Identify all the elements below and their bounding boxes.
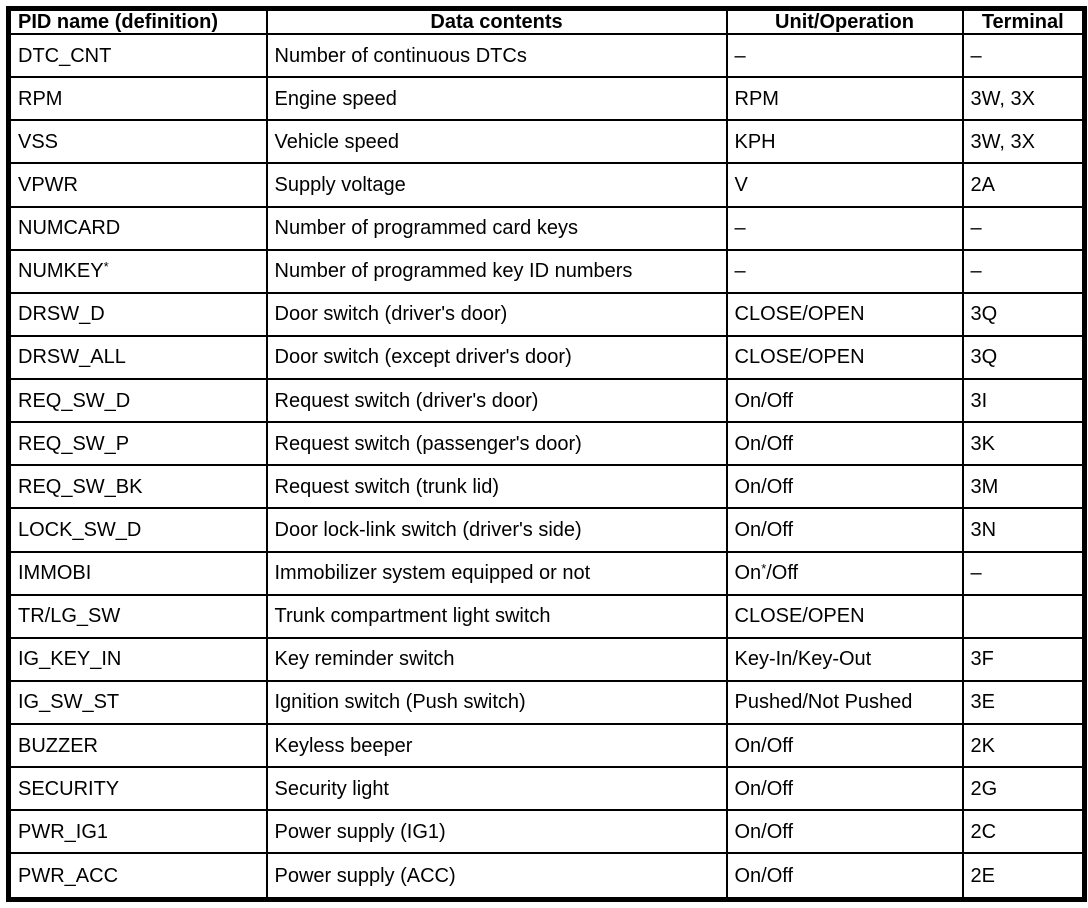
table-row [9,465,1085,508]
cell-data-contents: Engine speed [267,77,727,120]
cell-pid-name: SECURITY [9,767,267,810]
cell-terminal [963,595,1085,638]
cell-data-contents: Security light [267,767,727,810]
cell-terminal: 2C [963,810,1085,853]
cell-pid-name: PWR_IG1 [9,810,267,853]
cell-pid-name: VSS [9,120,267,163]
cell-terminal: 3W, 3X [963,77,1085,120]
cell-unit-operation: KPH [727,120,963,163]
cell-unit-operation: On/Off [727,724,963,767]
cell-pid-name: LOCK_SW_D [9,508,267,551]
cell-unit-operation: RPM [727,77,963,120]
cell-data-contents: Ignition switch (Push switch) [267,681,727,724]
table-row [9,681,1085,724]
cell-pid-name: DRSW_D [9,293,267,336]
cell-data-contents: Power supply (ACC) [267,853,727,899]
table-row [9,207,1085,250]
cell-terminal: 3Q [963,336,1085,379]
cell-terminal: 2K [963,724,1085,767]
table-row [9,293,1085,336]
cell-pid-name: IG_SW_ST [9,681,267,724]
cell-terminal: 3M [963,465,1085,508]
cell-pid-name: DRSW_ALL [9,336,267,379]
cell-terminal: 3N [963,508,1085,551]
cell-pid-name: TR/LG_SW [9,595,267,638]
cell-unit-operation: On/Off [727,465,963,508]
cell-data-contents: Trunk compartment light switch [267,595,727,638]
pid-data-monitor-table [6,6,1087,902]
table-row [9,853,1085,899]
table-row [9,163,1085,206]
cell-unit-operation: CLOSE/OPEN [727,595,963,638]
cell-unit-operation: On/Off [727,379,963,422]
header-data-contents: Data contents [267,9,727,35]
cell-terminal: 3K [963,422,1085,465]
cell-pid-name: IMMOBI [9,552,267,595]
cell-unit-operation: – [727,207,963,250]
cell-data-contents: Vehicle speed [267,120,727,163]
cell-pid-name: VPWR [9,163,267,206]
table-row [9,379,1085,422]
cell-unit-operation: V [727,163,963,206]
table-row [9,595,1085,638]
table-row [9,77,1085,120]
cell-terminal: 3E [963,681,1085,724]
table-row [9,767,1085,810]
cell-unit-operation: CLOSE/OPEN [727,293,963,336]
cell-unit-operation: Pushed/Not Pushed [727,681,963,724]
cell-data-contents: Number of continuous DTCs [267,34,727,77]
cell-unit-operation: – [727,34,963,77]
table-row [9,250,1085,293]
table-row [9,34,1085,77]
cell-pid-name: DTC_CNT [9,34,267,77]
table-row [9,638,1085,681]
cell-data-contents: Keyless beeper [267,724,727,767]
cell-terminal: 3W, 3X [963,120,1085,163]
cell-terminal: – [963,250,1085,293]
cell-data-contents: Request switch (trunk lid) [267,465,727,508]
cell-pid-name: NUMCARD [9,207,267,250]
cell-terminal: – [963,34,1085,77]
cell-unit-operation: On/Off [727,853,963,899]
cell-unit-operation: – [727,250,963,293]
header-terminal: Terminal [963,9,1085,35]
cell-data-contents: Number of programmed key ID numbers [267,250,727,293]
cell-data-contents: Supply voltage [267,163,727,206]
table-header-row [9,9,1085,35]
table-row [9,422,1085,465]
cell-unit-operation: On/Off [727,810,963,853]
cell-data-contents: Request switch (passenger's door) [267,422,727,465]
table-row [9,552,1085,595]
cell-data-contents: Power supply (IG1) [267,810,727,853]
cell-data-contents: Door lock-link switch (driver's side) [267,508,727,551]
table-body [9,34,1085,900]
cell-data-contents: Number of programmed card keys [267,207,727,250]
header-unit-operation: Unit/Operation [727,9,963,35]
cell-pid-name: NUMKEY* [9,250,267,293]
cell-pid-name: REQ_SW_P [9,422,267,465]
asterisk-superscript: * [761,561,767,577]
cell-data-contents: Door switch (driver's door) [267,293,727,336]
table-row [9,810,1085,853]
cell-unit-operation: Key-In/Key-Out [727,638,963,681]
cell-data-contents: Key reminder switch [267,638,727,681]
asterisk-superscript: * [103,259,109,275]
cell-pid-name: IG_KEY_IN [9,638,267,681]
cell-terminal: 3Q [963,293,1085,336]
cell-pid-name: REQ_SW_BK [9,465,267,508]
cell-data-contents: Door switch (except driver's door) [267,336,727,379]
table-row [9,724,1085,767]
cell-data-contents: Immobilizer system equipped or not [267,552,727,595]
cell-unit-operation: On*/Off [727,552,963,595]
header-pid-name: PID name (definition) [9,9,267,35]
cell-terminal: – [963,207,1085,250]
cell-terminal: 2E [963,853,1085,899]
cell-pid-name: RPM [9,77,267,120]
cell-pid-name: BUZZER [9,724,267,767]
cell-pid-name: REQ_SW_D [9,379,267,422]
cell-unit-operation: On/Off [727,508,963,551]
cell-data-contents: Request switch (driver's door) [267,379,727,422]
cell-unit-operation: CLOSE/OPEN [727,336,963,379]
table-row [9,336,1085,379]
cell-terminal: 2A [963,163,1085,206]
table-row [9,508,1085,551]
cell-unit-operation: On/Off [727,767,963,810]
cell-terminal: 3F [963,638,1085,681]
cell-terminal: 3I [963,379,1085,422]
table-row [9,120,1085,163]
cell-terminal: – [963,552,1085,595]
cell-unit-operation: On/Off [727,422,963,465]
cell-terminal: 2G [963,767,1085,810]
cell-pid-name: PWR_ACC [9,853,267,899]
